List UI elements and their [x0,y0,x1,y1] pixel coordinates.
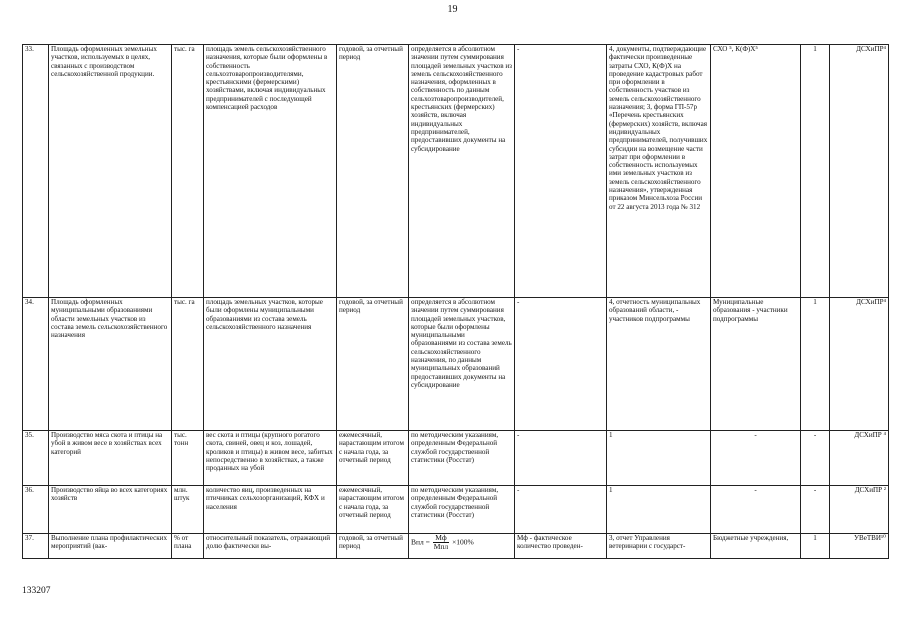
page-number: 19 [447,4,458,15]
indicator-name: Выполнение плана профилактических мероприятий (вак- [49,534,172,559]
indicator-name: Площадь оформленных муниципальными образованиями области земельных участков из состава земель сельскохозяйственного назначения [49,298,172,431]
document-code: 133207 [22,586,51,596]
formula-denominator: Мпл [433,542,449,552]
collection-unit: Бюджетные учреждения, [711,534,801,559]
row-number: 33. [23,45,49,298]
periodicity: годовой, за отчетный период [337,298,409,431]
table-row [23,45,889,298]
formula-fraction [433,534,449,552]
data-source: 4, документы, подтверждающие фактически произведенные затраты СХО, К(Ф)Х на проведение кадастровых работ при оформлении в собственность участков из земель сельскохозяйственного назначения; 3, форма ГП-57р «Перечень крестьянских (фермерских) хозяйств, включая индивидуальных предпринимателей, получивших субсидии на возмещение части затрат при оформлении в собственность используемых ими земельных участков из земель сельскохозяйственного назначения», утвержденная приказом Минсельхоза России от 22 августа 2013 года № 312 [607,45,711,298]
basic-indicators: - [515,45,607,298]
collection-type: - [801,431,830,486]
collection-type: 1 [801,45,830,298]
periodicity: ежемесячный, нарастающим итогом с начала года, за отчетный период [337,486,409,534]
responsible: ДСХиПР⁴ [830,45,889,298]
calculation-method: по методическим указаниям, определенным Федеральной службой государственной статистики (Росстат) [409,431,515,486]
basic-indicators: - [515,486,607,534]
data-source: 4, отчетность муниципальных образований области, - участников подпрограммы [607,298,711,431]
indicator-name: Площадь оформленных земельных участков, используемых в целях, связанных с производством сельскохозяйственной продукции. [49,45,172,298]
basic-indicators: - [515,298,607,431]
responsible: ДСХиПР⁴ [830,298,889,431]
unit: тыс. га [172,298,204,431]
table-row [23,486,889,534]
collection-type: 1 [801,298,830,431]
indicator-name: Производство мяса скота и птицы на убой в живом весе в хозяйствах всех категорий [49,431,172,486]
periodicity: годовой, за отчетный период [337,45,409,298]
calculation-method [409,534,515,559]
responsible: ДСХиПР ⁴ [830,431,889,486]
row-number: 37. [23,534,49,559]
table-row [23,534,889,559]
row-number: 35. [23,431,49,486]
table-row [23,431,889,486]
basic-indicators: Мф - фактическое количество проведен- [515,534,607,559]
formula-numerator: Мф [433,534,449,543]
collection-type: - [801,486,830,534]
indicator-name: Производство яйца во всех категориях хозяйств [49,486,172,534]
periodicity: годовой, за отчетный период [337,534,409,559]
table-row [23,298,889,431]
collection-unit: СХО ⁵, К(Ф)Х⁵ [711,45,801,298]
formula [411,534,474,552]
calculation-method: определяется в абсолютном значении путем суммирования площадей земельных участков, которые были оформлены муниципальными образованиями из состава земель сельскохозяйственного назначения, по данным муниципальных образований предоставивших документы на субсидирование [409,298,515,431]
formula-lhs: Впл = [411,537,430,547]
definition: количество яиц, произведенных на птичниках сельхозорганизаций, КФХ и населения [204,486,337,534]
data-source: 3, отчет Управления ветеринарии с государст- [607,534,711,559]
unit: тыс. га [172,45,204,298]
data-source: 1 [607,486,711,534]
unit: % от плана [172,534,204,559]
calculation-method: определяется в абсолютном значении путем суммирования площадей земельных участков из земель сельскохозяйственного назначения, оформленных в собственность по данным сельхозтоваропроизводителей, крестьянских (фермерских) хозяйств, включая индивидуальных предпринимателей, предоставивших документы на субсидирование [409,45,515,298]
collection-unit: - [711,431,801,486]
indicator-table [22,44,889,559]
row-number: 36. [23,486,49,534]
formula-rhs: ×100% [452,537,474,547]
collection-type: 1 [801,534,830,559]
basic-indicators: - [515,431,607,486]
collection-unit: - [711,486,801,534]
unit: млн. штук [172,486,204,534]
definition: площадь земель сельскохозяйственного назначения, которые были оформлены в собственность сельхозтоваропроизводителями, крестьянскими (фермерскими) хозяйствами, включая индивидуальных предпринимателей с последующей компенсацией расходов [204,45,337,298]
calculation-method: по методическим указаниям, определенным Федеральной службой государственной статистики (Росстат) [409,486,515,534]
data-source: 1 [607,431,711,486]
definition: относительный показатель, отражающий долю фактически вы- [204,534,337,559]
definition: площадь земельных участков, которые были оформлены муниципальными образованиями из состава земель сельскохозяйственного назначения [204,298,337,431]
unit: тыс. тонн [172,431,204,486]
responsible: УВеТВИ¹⁰ [830,534,889,559]
definition: вес скота и птицы (крупного рогатого скота, свиней, овец и коз, лошадей, кроликов и птицы) в живом весе, забитых непосредственно в хозяйствах, а также проданных на убой [204,431,337,486]
collection-unit: Муниципальные образования - участники подпрограммы [711,298,801,431]
row-number: 34. [23,298,49,431]
responsible: ДСХиПР ² [830,486,889,534]
periodicity: ежемесячный, нарастающим итогом с начала года, за отчетный период [337,431,409,486]
